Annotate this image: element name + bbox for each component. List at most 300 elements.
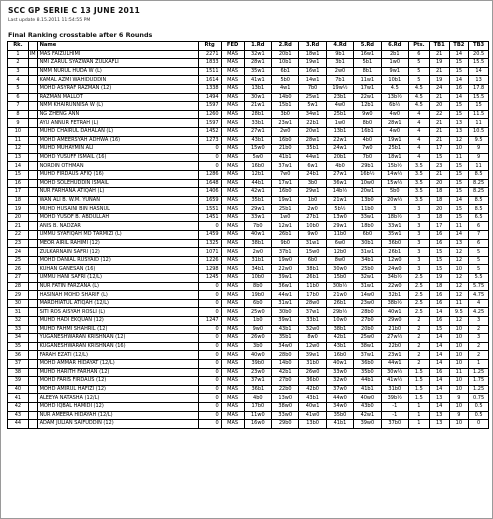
round-4-cell: 40w1 xyxy=(326,359,353,368)
points-cell: 4.5 xyxy=(408,84,429,93)
tb3-cell: 4 xyxy=(469,299,489,308)
round-1-cell: 38b1 xyxy=(244,239,271,248)
round-3-cell: 34w1 xyxy=(299,110,326,119)
tb2-cell: 12 xyxy=(449,136,469,145)
round-4-cell: 15b0 xyxy=(326,274,353,283)
col-header-title xyxy=(28,42,37,51)
round-6-cell: -1 xyxy=(381,402,408,411)
rating-cell: 1226 xyxy=(198,256,221,265)
round-1-cell: 31b1 xyxy=(244,256,271,265)
round-1-cell: 33w1 xyxy=(244,213,271,222)
round-6-cell: 18w1 xyxy=(381,153,408,162)
tb2-cell: 10 xyxy=(449,420,469,429)
points-cell: 1.5 xyxy=(408,394,429,403)
tb1-cell: 19 xyxy=(429,59,449,68)
round-6-cell: 27w½ xyxy=(381,334,408,343)
points-cell: 1 xyxy=(408,420,429,429)
round-1-cell: 17b0 xyxy=(244,402,271,411)
rating-cell: 1260 xyxy=(198,110,221,119)
points-cell: 4.5 xyxy=(408,93,429,102)
rating-cell: 0 xyxy=(198,325,221,334)
round-5-cell: 8b1 xyxy=(354,67,381,76)
page-title: SCC GP SERIE C 13 JUNE 2011 xyxy=(8,6,141,15)
round-1-cell: 3b0 xyxy=(244,342,271,351)
round-2-cell: 34w0 xyxy=(272,342,299,351)
tb2-cell: 14 xyxy=(449,231,469,240)
title-cell xyxy=(28,325,37,334)
table-row xyxy=(8,76,489,85)
round-3-cell: 17b0 xyxy=(299,291,326,300)
rank-cell: 3 xyxy=(8,67,29,76)
points-cell: 4 xyxy=(408,153,429,162)
points-cell: 3.5 xyxy=(408,179,429,188)
round-6-cell: 4w0 xyxy=(381,127,408,136)
rank-cell: 24 xyxy=(8,248,29,257)
title-cell xyxy=(28,385,37,394)
round-2-cell: 44w1 xyxy=(272,291,299,300)
table-row xyxy=(8,359,489,368)
tb1-cell: 21 xyxy=(429,93,449,102)
round-1-cell: 21w1 xyxy=(244,102,271,111)
rating-cell: 0 xyxy=(198,291,221,300)
name-cell: UMMU SYAFIQAH MD TARMIZI (L) xyxy=(37,231,198,240)
rating-cell: 1659 xyxy=(198,196,221,205)
rank-cell: 17 xyxy=(8,188,29,197)
name-cell: MUHD FIRDAUS AFIQ (16) xyxy=(37,170,198,179)
round-4-cell: 37w0 xyxy=(326,385,353,394)
tb3-cell: 15.5 xyxy=(469,59,489,68)
federation-cell: MAS xyxy=(221,119,244,128)
name-cell: MOHD IQBAL HAMIDI (12) xyxy=(37,402,198,411)
round-6-cell: 32b1 xyxy=(381,291,408,300)
tb1-cell: 21 xyxy=(429,50,449,59)
round-2-cell: 3b0 xyxy=(272,110,299,119)
round-3-cell: 36b0 xyxy=(299,377,326,386)
rating-cell: 1298 xyxy=(198,265,221,274)
table-header-row xyxy=(8,42,489,51)
points-cell: 1.5 xyxy=(408,385,429,394)
table-row xyxy=(8,84,489,93)
round-5-cell: 17w1 xyxy=(354,84,381,93)
round-3-cell: 3b0 xyxy=(299,179,326,188)
tb3-cell: 2 xyxy=(469,342,489,351)
name-cell: ADAM JULIAN SAIFUDDIN (12) xyxy=(37,420,198,429)
round-1-cell: 15w0 xyxy=(244,145,271,154)
col-header-round-5: 5.Rd xyxy=(354,42,381,51)
round-2-cell: 36w1 xyxy=(272,282,299,291)
round-5-cell: 34b1 xyxy=(354,256,381,265)
round-3-cell: 39w1 xyxy=(299,351,326,360)
round-3-cell: 8w0 xyxy=(299,334,326,343)
title-cell xyxy=(28,102,37,111)
table-row xyxy=(8,368,489,377)
tb1-cell: 20 xyxy=(429,205,449,214)
federation-cell: MAS xyxy=(221,308,244,317)
round-1-cell: 4b0 xyxy=(244,394,271,403)
rating-cell: 0 xyxy=(198,359,221,368)
rank-cell: 4 xyxy=(8,76,29,85)
tb1-cell: 16 xyxy=(429,317,449,326)
title-cell xyxy=(28,394,37,403)
federation-cell: MAS xyxy=(221,385,244,394)
points-cell: 2.5 xyxy=(408,308,429,317)
round-2-cell: 5b0 xyxy=(272,76,299,85)
tb2-cell: 14 xyxy=(449,93,469,102)
title-cell xyxy=(28,334,37,343)
round-6-cell: 25b1 xyxy=(381,145,408,154)
tb1-cell: 17 xyxy=(429,222,449,231)
round-2-cell: 15b1 xyxy=(272,102,299,111)
points-cell: 6 xyxy=(408,50,429,59)
round-4-cell: 33w0 xyxy=(326,368,353,377)
round-3-cell: 33b1 xyxy=(299,317,326,326)
round-3-cell: 25w1 xyxy=(299,93,326,102)
federation-cell: MAS xyxy=(221,334,244,343)
round-5-cell: 7b0 xyxy=(354,153,381,162)
rank-cell: 41 xyxy=(8,394,29,403)
rating-cell: 1597 xyxy=(198,102,221,111)
round-3-cell: 31b0 xyxy=(299,359,326,368)
points-cell: 3 xyxy=(408,265,429,274)
tb3-cell: 5.5 xyxy=(469,274,489,283)
table-row xyxy=(8,205,489,214)
tb3-cell: 3 xyxy=(469,317,489,326)
table-row xyxy=(8,308,489,317)
federation-cell: MAS xyxy=(221,102,244,111)
name-cell: YUGANESHWARAN KRISHNAN (12) xyxy=(37,334,198,343)
round-2-cell: 38w0 xyxy=(272,402,299,411)
round-4-cell: 42b1 xyxy=(326,334,353,343)
round-3-cell: 15w0 xyxy=(299,248,326,257)
title-cell xyxy=(28,308,37,317)
round-1-cell: 23w0 xyxy=(244,368,271,377)
rank-cell: 10 xyxy=(8,127,29,136)
table-row xyxy=(8,342,489,351)
round-5-cell: 25w0 xyxy=(354,334,381,343)
title-cell xyxy=(28,76,37,85)
round-4-cell: 27w1 xyxy=(326,170,353,179)
table-row xyxy=(8,248,489,257)
tb1-cell: 21 xyxy=(429,127,449,136)
round-6-cell: 44w1 xyxy=(381,359,408,368)
round-6-cell: 21b0 xyxy=(381,325,408,334)
tb3-cell: 9.5 xyxy=(469,136,489,145)
tb1-cell: 21 xyxy=(429,170,449,179)
rating-cell: 0 xyxy=(198,368,221,377)
round-3-cell: 38b1 xyxy=(299,265,326,274)
points-cell: 2 xyxy=(408,325,429,334)
tb2-cell: 10 xyxy=(449,342,469,351)
table-row xyxy=(8,231,489,240)
rating-cell: 1551 xyxy=(198,205,221,214)
round-1-cell: 13b1 xyxy=(244,84,271,93)
points-cell: 3 xyxy=(408,248,429,257)
tb3-cell: 2 xyxy=(469,351,489,360)
round-5-cell: 25b0 xyxy=(354,265,381,274)
federation-cell: MAS xyxy=(221,67,244,76)
federation-cell: MAS xyxy=(221,84,244,93)
round-6-cell: 14w½ xyxy=(381,170,408,179)
federation-cell: MAS xyxy=(221,402,244,411)
tb3-cell: 6 xyxy=(469,222,489,231)
rating-cell: 0 xyxy=(198,420,221,429)
col-header-rating: Rtg xyxy=(198,42,221,51)
points-cell: 3 xyxy=(408,239,429,248)
col-header-tb3: TB3 xyxy=(469,42,489,51)
round-5-cell: 29b1 xyxy=(354,162,381,171)
tb2-cell: 13 xyxy=(449,119,469,128)
tb2-cell: 9 xyxy=(449,411,469,420)
round-5-cell: 30b1 xyxy=(354,239,381,248)
federation-cell: MAS xyxy=(221,342,244,351)
title-cell xyxy=(28,299,37,308)
federation-cell: MAS xyxy=(221,136,244,145)
title-cell xyxy=(28,93,37,102)
round-1-cell: 16b0 xyxy=(244,162,271,171)
name-cell: NORDIN OTHMAN xyxy=(37,162,198,171)
round-1-cell: 43b1 xyxy=(244,136,271,145)
rating-cell: 1648 xyxy=(198,179,221,188)
title-cell xyxy=(28,127,37,136)
round-6-cell: 33w1 xyxy=(381,222,408,231)
round-5-cell: 12b1 xyxy=(354,102,381,111)
tb3-cell: 11 xyxy=(469,119,489,128)
tb1-cell: 21 xyxy=(429,136,449,145)
name-cell: AYU ANNUR FETRAH (L) xyxy=(37,119,198,128)
tb3-cell: 9 xyxy=(469,145,489,154)
points-cell: 4 xyxy=(408,110,429,119)
round-1-cell: 26w0 xyxy=(244,334,271,343)
rank-cell: 14 xyxy=(8,162,29,171)
round-4-cell: 10w0 xyxy=(326,317,353,326)
table-row xyxy=(8,291,489,300)
round-4-cell: 1w0 xyxy=(326,119,353,128)
round-4-cell: 32w0 xyxy=(326,377,353,386)
tb1-cell: 14 xyxy=(429,334,449,343)
table-row xyxy=(8,127,489,136)
table-row xyxy=(8,102,489,111)
tb3-cell: 5 xyxy=(469,256,489,265)
round-3-cell: 19w1 xyxy=(299,59,326,68)
round-1-cell: 39b0 xyxy=(244,359,271,368)
title-cell xyxy=(28,145,37,154)
points-cell: 5 xyxy=(408,67,429,76)
tb2-cell: 10 xyxy=(449,145,469,154)
round-1-cell: 28w1 xyxy=(244,59,271,68)
rating-cell: 0 xyxy=(198,385,221,394)
federation-cell: MAS xyxy=(221,248,244,257)
table-row xyxy=(8,59,489,68)
points-cell: 3 xyxy=(408,205,429,214)
round-4-cell: 26b1 xyxy=(326,299,353,308)
round-3-cell: 7b0 xyxy=(299,84,326,93)
tb1-cell: 14 xyxy=(429,351,449,360)
table-row xyxy=(8,153,489,162)
round-4-cell: 19w½ xyxy=(326,84,353,93)
rating-cell: 1452 xyxy=(198,127,221,136)
name-cell: SITI ROS AISYAH ROSLI (L) xyxy=(37,308,198,317)
tb2-cell: 12 xyxy=(449,282,469,291)
name-cell: ALEEYA NATASHA (12/L) xyxy=(37,394,198,403)
round-3-cell: 29w1 xyxy=(299,188,326,197)
round-1-cell: 9w0 xyxy=(244,325,271,334)
title-cell xyxy=(28,136,37,145)
rating-cell: 0 xyxy=(198,351,221,360)
round-4-cell: 30b½ xyxy=(326,282,353,291)
federation-cell: MAS xyxy=(221,145,244,154)
round-4-cell: 25b1 xyxy=(326,110,353,119)
title-cell xyxy=(28,110,37,119)
rating-cell: 1071 xyxy=(198,248,221,257)
title-cell xyxy=(28,84,37,93)
federation-cell: MAS xyxy=(221,50,244,59)
round-4-cell: 16b0 xyxy=(326,351,353,360)
tb3-cell: 15.5 xyxy=(469,93,489,102)
tb2-cell: 15 xyxy=(449,205,469,214)
round-5-cell: 11b0 xyxy=(354,205,381,214)
title-cell xyxy=(28,67,37,76)
col-header-round-3: 3.Rd xyxy=(299,42,326,51)
rank-cell: 20 xyxy=(8,213,29,222)
title-cell: IM xyxy=(29,50,36,57)
round-1-cell: 27w1 xyxy=(244,127,271,136)
tb2-cell: 15 xyxy=(449,188,469,197)
round-3-cell: 20w1 xyxy=(299,127,326,136)
round-4-cell: 22w1 xyxy=(326,136,353,145)
federation-cell: MAS xyxy=(221,222,244,231)
tb1-cell: 21 xyxy=(429,67,449,76)
federation-cell: MAS xyxy=(221,394,244,403)
round-3-cell: 1b0 xyxy=(299,196,326,205)
round-5-cell: 27b0 xyxy=(354,317,381,326)
rank-cell: 29 xyxy=(8,291,29,300)
rank-cell: 38 xyxy=(8,368,29,377)
title-cell xyxy=(28,170,37,179)
federation-cell: MAS xyxy=(221,127,244,136)
title-cell xyxy=(28,196,37,205)
round-2-cell: 26b1 xyxy=(272,231,299,240)
tb3-cell: 8.5 xyxy=(469,170,489,179)
col-header-round-2: 2.Rd xyxy=(272,42,299,51)
table-row xyxy=(8,145,489,154)
tb2-cell: 10 xyxy=(449,359,469,368)
name-cell: UMMU HANI SAFRI (12/L) xyxy=(37,274,198,283)
tb2-cell: 9.5 xyxy=(449,308,469,317)
points-cell: 4 xyxy=(408,145,429,154)
round-1-cell: 16w0 xyxy=(244,420,271,429)
round-6-cell: 37b0 xyxy=(381,420,408,429)
tb2-cell: 12 xyxy=(449,274,469,283)
title-cell xyxy=(28,248,37,257)
tb2-cell: 14 xyxy=(449,76,469,85)
round-3-cell: 22b1 xyxy=(299,119,326,128)
tb1-cell: 19 xyxy=(429,274,449,283)
round-1-cell: 40w0 xyxy=(244,351,271,360)
round-3-cell: 43b1 xyxy=(299,394,326,403)
rating-cell: 2271 xyxy=(198,50,221,59)
col-header-name: Name xyxy=(37,42,198,51)
rating-cell: 0 xyxy=(198,222,221,231)
tb2-cell: 11 xyxy=(449,368,469,377)
round-2-cell: 4w1 xyxy=(272,84,299,93)
name-cell: NUR AMEERA HIDAYAH (12/L) xyxy=(37,411,198,420)
tb3-cell: 5 xyxy=(469,248,489,257)
rating-cell: 1325 xyxy=(198,239,221,248)
tb3-cell: 0 xyxy=(469,420,489,429)
round-3-cell: 26w0 xyxy=(299,368,326,377)
round-3-cell: 12w0 xyxy=(299,342,326,351)
round-4-cell: 12b0 xyxy=(326,248,353,257)
round-4-cell: 34w0 xyxy=(326,402,353,411)
rank-cell: 1 xyxy=(8,50,29,59)
rank-cell: 13 xyxy=(8,153,29,162)
rating-cell: 0 xyxy=(198,162,221,171)
round-1-cell: 35b1 xyxy=(244,196,271,205)
tb3-cell: 5.75 xyxy=(469,282,489,291)
round-1-cell: 41w1 xyxy=(244,76,271,85)
rating-cell: 0 xyxy=(198,282,221,291)
federation-cell: MAS xyxy=(221,76,244,85)
rank-cell: 37 xyxy=(8,359,29,368)
name-cell: FARAH EZATI (12/L) xyxy=(37,351,198,360)
round-2-cell: 21b0 xyxy=(272,145,299,154)
tb3-cell: 8.25 xyxy=(469,188,489,197)
name-cell: MARDHIATUL ATIQAH (12/L) xyxy=(37,299,198,308)
tb2-cell: 10 xyxy=(449,265,469,274)
tb1-cell: 24 xyxy=(429,84,449,93)
points-cell: 3.5 xyxy=(408,170,429,179)
round-2-cell: 12w1 xyxy=(272,222,299,231)
title-cell xyxy=(28,377,37,386)
rank-cell: 5 xyxy=(8,84,29,93)
round-5-cell: 6b0 xyxy=(354,231,381,240)
rank-cell: 18 xyxy=(8,196,29,205)
round-6-cell: 22b0 xyxy=(381,342,408,351)
name-cell: MUHD CHAIRUL DAHALAN (L) xyxy=(37,127,198,136)
round-2-cell: 37b1 xyxy=(272,248,299,257)
tb1-cell: 13 xyxy=(429,394,449,403)
rank-cell: 19 xyxy=(8,205,29,214)
round-2-cell: 39w1 xyxy=(272,317,299,326)
tb3-cell: 0.5 xyxy=(469,411,489,420)
round-2-cell: 41b1 xyxy=(272,153,299,162)
round-6-cell: -1 xyxy=(381,411,408,420)
round-6-cell: 38b½ xyxy=(381,299,408,308)
round-2-cell: 9b0 xyxy=(272,239,299,248)
title-cell xyxy=(28,282,37,291)
name-cell: NMM KHAIRUNNISA W (L) xyxy=(37,102,198,111)
round-6-cell: 31b0 xyxy=(381,385,408,394)
round-5-cell: 37w1 xyxy=(354,351,381,360)
round-6-cell: 13b½ xyxy=(381,93,408,102)
round-2-cell: 29b0 xyxy=(272,420,299,429)
round-2-cell: 37w1 xyxy=(272,162,299,171)
rating-cell: 0 xyxy=(198,342,221,351)
round-2-cell: 27b0 xyxy=(272,377,299,386)
rating-cell: 0 xyxy=(198,153,221,162)
rank-cell: 8 xyxy=(8,110,29,119)
round-5-cell: 14w0 xyxy=(354,291,381,300)
table-row xyxy=(8,351,489,360)
round-3-cell: 44w1 xyxy=(299,153,326,162)
round-5-cell: 23w0 xyxy=(354,299,381,308)
round-3-cell: 27b1 xyxy=(299,213,326,222)
round-6-cell: 28w1 xyxy=(381,119,408,128)
table-row xyxy=(8,282,489,291)
rank-cell: 21 xyxy=(8,222,29,231)
title-cell xyxy=(28,213,37,222)
federation-cell: MAS xyxy=(221,205,244,214)
